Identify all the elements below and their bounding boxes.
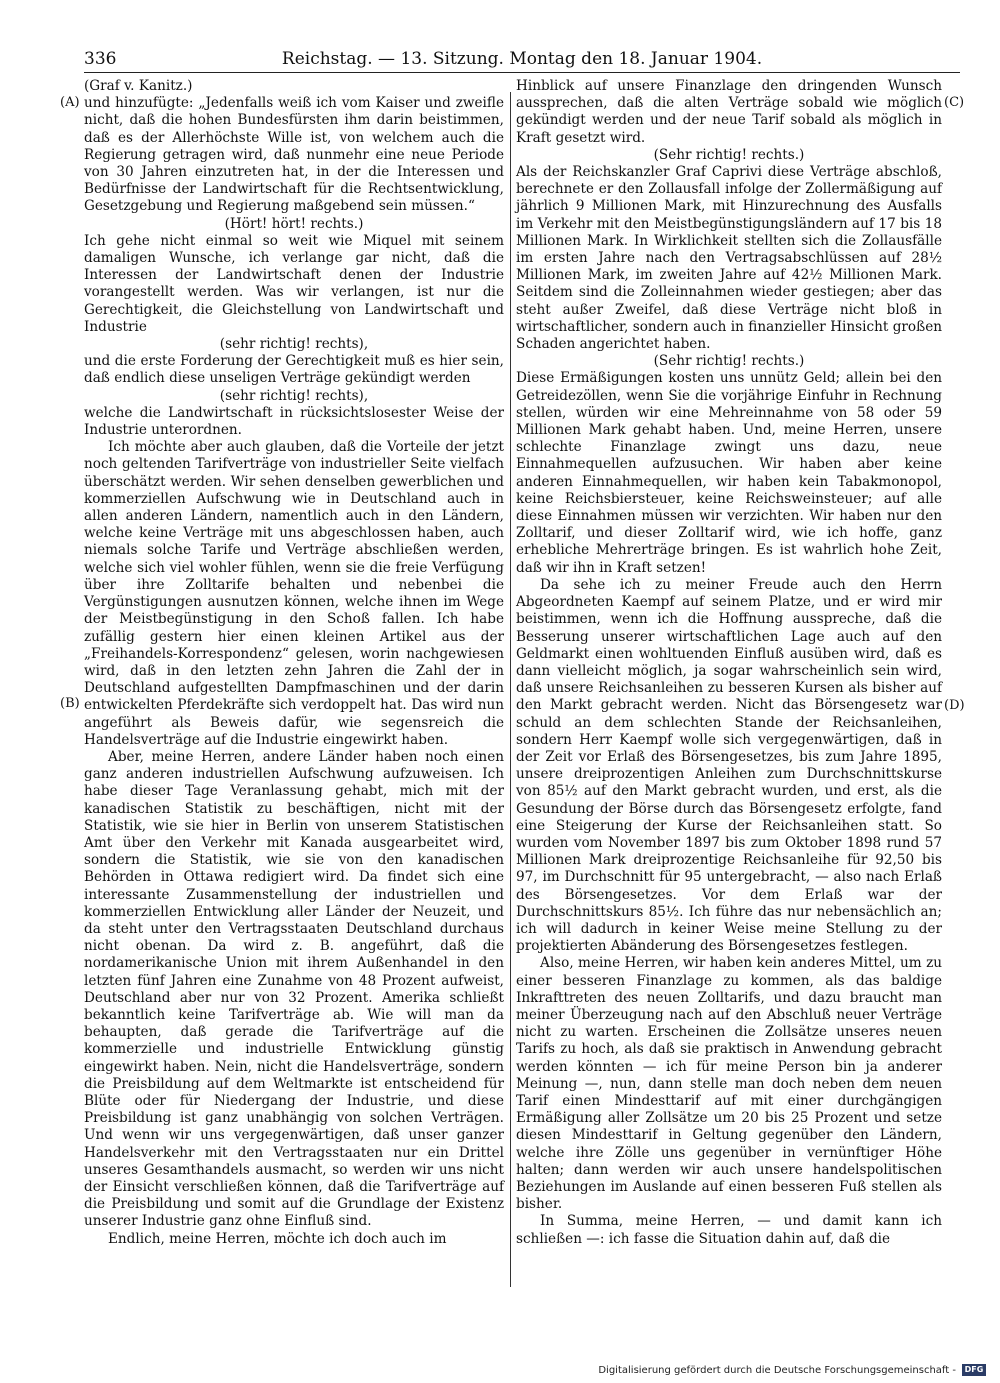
paragraph: und hinzufügte: „Jedenfalls weiß ich vom Kaiser und zweifle nicht, daß die hohen Bundesfürsten ihm darin beistimmen, daß es der Allerhöchste Wille ist, von welchem auch die Regierung getragen wird, daß nunmehr eine neue Periode von 30 Jahren einzutreten hat, in der die Interessen und Bedürfnisse der Landwirtschaft für die Rechtsentwicklung, Gesetzgebung und Regierung maßgebend sein müssen.“ — [84, 95, 504, 215]
left-column — [84, 78, 504, 1248]
interjection: (Sehr richtig! rechts.) — [653, 146, 805, 163]
dfg-logo-icon: DFG — [962, 1364, 986, 1376]
paragraph: Also, meine Herren, wir haben kein anderes Mittel, um zu einer besseren Finanzlage zu kommen, als das baldige Inkrafttreten des neuen Zolltarifs, und dazu braucht man meiner Überzeugung nach auf den Abschluß neuer Verträge nicht zu warten. Erscheinen die Zollsätze unseres neuen Tarifs zu hoch, als daß sie praktisch in Anwendung gebracht werden könnten — ich für meine Person bin ja anderer Meinung —, nun, dann stelle man doch neben dem neuen Tarif einen Mindesttarif auf mit einer durchgängigen Ermäßigung aller Zollsätze um 20 bis 25 Prozent und setze diesen Mindesttarif in Geltung gegenüber den Ländern, welche ihre Zölle uns gegenüber in vernünftiger Höhe halten; dann werden wir auch unsere handelspolitischen Beziehungen im Auslande auf einen besseren Fuß stellen als bisher. — [516, 955, 942, 1213]
footer-credit: Digitalisierung gefördert durch die Deutsche Forschungsgemeinschaft - — [598, 1364, 956, 1376]
right-column — [516, 78, 942, 1248]
interjection: (sehr richtig! rechts), — [219, 387, 369, 404]
margin-marker-b: (B) — [60, 696, 80, 711]
margin-marker-d: (D) — [944, 698, 965, 713]
footer — [598, 1364, 986, 1376]
interjection: (Hört! hört! rechts.) — [224, 215, 364, 232]
paragraph: Ich gehe nicht einmal so weit wie Miquel mit seinem damaligen Wunsche, ich verlange gar nicht, daß die Interessen der Landwirtschaft denen der Industrie vorangestellt werden. Was wir verlangen, ist nur die Gerechtigkeit, die Gleichstellung von Landwirtschaft und Industrie — [84, 232, 504, 335]
margin-marker-a: (A) — [60, 95, 80, 110]
paragraph: und die erste Forderung der Gerechtigkeit muß es hier sein, daß endlich diese unseligen Verträge gekündigt werden — [84, 353, 504, 387]
margin-marker-c: (C) — [944, 95, 965, 110]
paragraph: Ich möchte aber auch glauben, daß die Vorteile der jetzt noch geltenden Tarifverträge von industrieller Seite vielfach überschätzt werden. Wir sehen denselben gewerblichen und kommerziellen Aufschwung wie in Deutschland auch in allen anderen Ländern, namentlich auch in den Ländern, welche keine Verträge mit uns abgeschlossen haben, auch niemals solche Tarife und Verträge abschließen werden, welche sich viel wohler fühlen, wenn sie die freie Verfügung über ihre Zolltarife behalten und nebenbei die Vergünstigungen ausnutzen können, welche ihnen im Wege der Meistbegünstigung in den Schoß fallen. Ich habe zufällig gestern hier einen kleinen Artikel aus der „Freihandels-Korrespondenz“ gelesen, worin nachgewiesen wird, daß in den letzten zehn Jahren die Zahl der in Deutschland aufgestellten Dampfmaschinen und der darin entwickelten Pferdekräfte sich verdoppelt hat. Das wird nun angeführt als Beweis dafür, wie segensreich die Handelsverträge auf die Industrie eingewirkt haben. — [84, 439, 504, 748]
paragraph: Aber, meine Herren, andere Länder haben noch einen ganz anderen industriellen Aufschwung aufzuweisen. Ich habe dieser Tage Veranlassung gehabt, mich mit der kanadischen Statistik zu beschäftigen, nicht mit der Statistik, wie sie hier in Berlin von unserem Statistischen Amt über den Verkehr mit Kanada ausgearbeitet wird, sondern die Statistik, wie sie von den kanadischen Behörden in Ottawa redigiert wird. Da findet sich eine interessante Zusammenstellung der industriellen und kommerziellen Entwicklung aller Länder der Neuzeit, und da steht unter den Vertragsstaaten Deutschland durchaus nicht obenan. Da wird z. B. angeführt, daß die nordamerikanische Union mit ihrem Außenhandel in den letzten fünf Jahren eine Zunahme von 48 Prozent aufweist, Deutschland aber nur von 32 Prozent. Amerika schließt bekanntlich keine Tarifverträge ab. Wie will man da behaupten, daß gerade die Tarifverträge auf die kommerzielle und industrielle Entwicklung günstig eingewirkt haben. Nein, nicht die Handelsverträge, sondern die Preisbildung auf dem Weltmarkte ist entscheidend für Blüte oder für Niedergang der Industrie, und diese Preisbildung ist ganz unabhängig von solchen Verträgen. Und wenn wir uns vergegenwärtigen, daß unser ganzer Handelsverkehr mit den Vertragsstaaten nur ein Drittel unseres Gesamthandels ausmacht, so werden wir uns nicht der Einsicht verschließen können, daß die Tarifverträge auf die Preisbildung und somit auf die Grundlage der Existenz unserer Industrie ganz ohne Einfluß sind. — [84, 748, 504, 1230]
page-header — [84, 48, 960, 72]
speaker-label: (Graf v. Kanitz.) — [84, 78, 193, 94]
running-title: Reichstag. — 13. Sitzung. Montag den 18. Januar 1904. — [281, 49, 763, 69]
page-number: 336 — [84, 49, 117, 69]
paragraph: Da sehe ich zu meiner Freude auch den Herrn Abgeordneten Kaempf auf seinem Platze, und er wird mir beistimmen, wenn ich die Hoffnung ausspreche, daß die Besserung unserer wirtschaftlichen Lage auch auf den Geldmarkt einen wohltuenden Einfluß ausüben wird, daß es dann vielleicht möglich, ja sogar wahrscheinlich sein wird, daß unsere Reichsanleihen zu besseren Kursen als bisher auf den Markt gebracht werden. Nicht das Börsengesetz war schuld an dem schlechten Stande der Reichsanleihen, sondern Herr Kaempf wolle sich vergegenwärtigen, daß in der Zeit vor Erlaß des Börsengesetzes, bis zum Jahre 1895, unsere dreiprozentigen Anleihen zum Durchschnittskurse von 85½ auf den Markt gebracht wurden, und erst, als die Gesundung der Börse durch das Börsengesetz erfolgte, fand eine Steigerung der Kurse der Reichsanleihen statt. So wurden vom November 1897 bis zum Oktober 1898 rund 57 Millionen Mark dreiprozentige Reichsanleihe für 92,50 bis 97, im Durchschnitt für 95 untergebracht, — also nach Erlaß des Börsengesetzes. Vor dem Erlaß war der Durchschnittskurs 85½. Ich führe das nur nebensächlich an; ich will dadurch in keiner Weise meine Stellung zu der projektierten Abänderung des Börsengesetzes festlegen. — [516, 576, 942, 955]
interjection: (Sehr richtig! rechts.) — [653, 353, 805, 370]
paragraph: welche die Landwirtschaft in rücksichtslosester Weise der Industrie unterordnen. — [84, 404, 504, 439]
interjection: (sehr richtig! rechts), — [219, 336, 369, 353]
paragraph: Hinblick auf unsere Finanzlage den dringenden Wunsch aussprechen, daß die alten Verträge sobald wie möglich gekündigt werden und der neue Tarif sobald als möglich in Kraft gesetzt wird. — [516, 78, 942, 146]
column-divider — [510, 92, 511, 1287]
paragraph: Endlich, meine Herren, möchte ich doch auch im — [108, 1230, 447, 1247]
paragraph: Diese Ermäßigungen kosten uns unnütz Geld; allein bei den Getreidezöllen, wenn Sie die vorjährige Einfuhr in Rechnung stellen, würden wir eine Mehreinnahme von 58 oder 59 Millionen Mark gehabt haben. Und, meine Herren, unsere schlechte Finanzlage zwingt uns dazu, neue Einnahmequellen aufzusuchen. Wir haben aber keine anderen Einnahmequellen, wir haben kein Tabakmonopol, keine Reichsbiersteuer, keine Reichsweinsteuer; auf alle diese Einnahmen müssen wir verzichten. Wir haben nur den Zolltarif, und dieser Zolltarif wird, wie ich hoffe, ganz erhebliche Mehrerträge bringen. Es ist wahrlich hohe Zeit, daß wir ihn in Kraft setzen! — [516, 370, 942, 576]
paragraph: In Summa, meine Herren, — und damit kann ich schließen —: ich fasse die Situation dahin auf, daß die — [516, 1213, 942, 1247]
paragraph: Als der Reichskanzler Graf Caprivi diese Verträge abschloß, berechnete er den Zollausfall infolge der Zollermäßigung auf jährlich 9 Millionen Mark, mit Hinzurechnung des Ausfalls im Verkehr mit den Meistbegünstigungsländern auf 17 bis 18 Millionen Mark. In Wirklichkeit stellten sich die Zollausfälle im ersten Jahre nach den Vertragsabschlüssen auf 28½ Millionen Mark, im zweiten Jahre auf 42½ Millionen Mark. Seitdem sind die Zolleinnahmen wieder gestiegen; aber das steht außer Zweifel, daß diese Verträge nicht bloß in wirtschaftlicher, sondern auch in finanzieller Hinsicht großen Schaden angerichtet haben. — [516, 164, 942, 353]
header-rule — [84, 72, 960, 73]
